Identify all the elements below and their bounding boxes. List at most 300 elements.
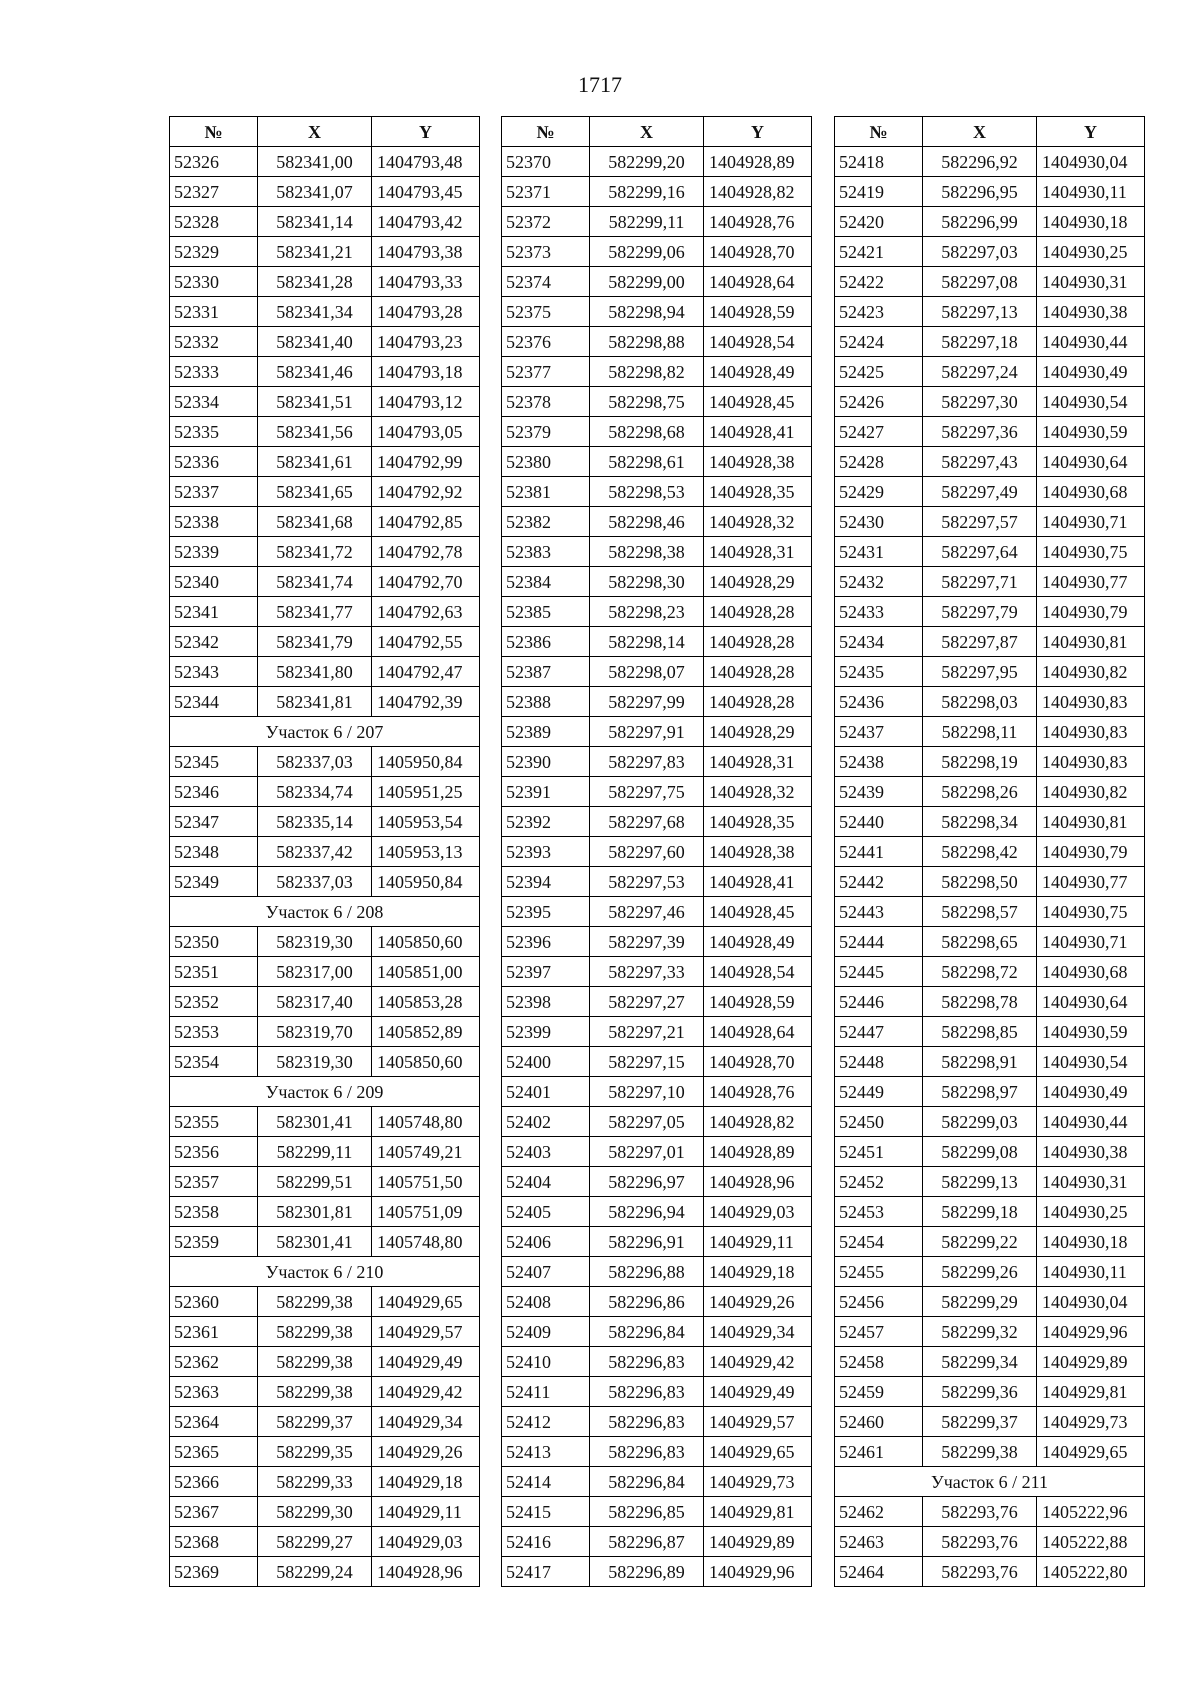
point-number: 52392: [502, 807, 590, 837]
x-coordinate: 582298,68: [590, 417, 704, 447]
y-coordinate: 1404928,28: [704, 687, 812, 717]
table-row: [502, 267, 812, 297]
x-coordinate: 582299,03: [923, 1107, 1037, 1137]
table-row: [502, 507, 812, 537]
y-coordinate: 1404928,38: [704, 837, 812, 867]
point-number: 52418: [835, 147, 923, 177]
table-row: [835, 507, 1145, 537]
page-number: 1717: [578, 72, 622, 97]
y-coordinate: 1404928,31: [704, 537, 812, 567]
table-row: [170, 1017, 480, 1047]
x-coordinate: 582298,19: [923, 747, 1037, 777]
point-number: 52403: [502, 1137, 590, 1167]
table-row: [170, 177, 480, 207]
point-number: 52454: [835, 1227, 923, 1257]
x-coordinate: 582341,61: [258, 447, 372, 477]
y-coordinate: 1404929,73: [1037, 1407, 1145, 1437]
table-row: [835, 1137, 1145, 1167]
section-label: Участок 6 / 207: [170, 717, 480, 747]
point-number: 52360: [170, 1287, 258, 1317]
table-row: [835, 987, 1145, 1017]
table-row: [170, 867, 480, 897]
y-coordinate: 1404929,34: [704, 1317, 812, 1347]
y-coordinate: 1404930,04: [1037, 147, 1145, 177]
y-coordinate: 1404928,54: [704, 957, 812, 987]
x-coordinate: 582317,40: [258, 987, 372, 1017]
point-number: 52427: [835, 417, 923, 447]
table-row: [170, 657, 480, 687]
y-coordinate: 1404928,35: [704, 807, 812, 837]
table-row: [502, 1227, 812, 1257]
point-number: 52451: [835, 1137, 923, 1167]
point-number: 52431: [835, 537, 923, 567]
section-row: [170, 1077, 480, 1107]
table-row: [170, 507, 480, 537]
x-coordinate: 582319,30: [258, 927, 372, 957]
x-coordinate: 582298,11: [923, 717, 1037, 747]
y-coordinate: 1404928,32: [704, 507, 812, 537]
y-coordinate: 1404928,96: [704, 1167, 812, 1197]
table-row: [502, 237, 812, 267]
table-row: [502, 1317, 812, 1347]
section-row: [170, 1257, 480, 1287]
x-coordinate: 582341,28: [258, 267, 372, 297]
y-coordinate: 1404792,39: [372, 687, 480, 717]
y-coordinate: 1404929,34: [372, 1407, 480, 1437]
point-number: 52430: [835, 507, 923, 537]
point-number: 52362: [170, 1347, 258, 1377]
table-row: [170, 567, 480, 597]
point-number: 52387: [502, 657, 590, 687]
x-coordinate: 582298,23: [590, 597, 704, 627]
table-row: [835, 807, 1145, 837]
x-coordinate: 582341,56: [258, 417, 372, 447]
y-coordinate: 1404793,05: [372, 417, 480, 447]
point-number: 52339: [170, 537, 258, 567]
y-coordinate: 1404930,82: [1037, 777, 1145, 807]
x-coordinate: 582296,84: [590, 1317, 704, 1347]
x-coordinate: 582341,34: [258, 297, 372, 327]
x-coordinate: 582341,81: [258, 687, 372, 717]
point-number: 52363: [170, 1377, 258, 1407]
table-row: [170, 327, 480, 357]
table-row: [170, 1377, 480, 1407]
table-row: [170, 1107, 480, 1137]
y-coordinate: 1405748,80: [372, 1227, 480, 1257]
x-coordinate: 582297,60: [590, 837, 704, 867]
point-number: 52398: [502, 987, 590, 1017]
point-number: 52349: [170, 867, 258, 897]
x-coordinate: 582299,38: [258, 1317, 372, 1347]
y-coordinate: 1404930,31: [1037, 267, 1145, 297]
y-coordinate: 1404929,18: [704, 1257, 812, 1287]
x-coordinate: 582298,91: [923, 1047, 1037, 1077]
x-coordinate: 582296,83: [590, 1407, 704, 1437]
section-label: Участок 6 / 211: [835, 1467, 1145, 1497]
x-coordinate: 582341,40: [258, 327, 372, 357]
point-number: 52421: [835, 237, 923, 267]
x-coordinate: 582341,07: [258, 177, 372, 207]
table-row: [502, 1137, 812, 1167]
y-coordinate: 1404930,49: [1037, 1077, 1145, 1107]
y-coordinate: 1404793,42: [372, 207, 480, 237]
x-coordinate: 582297,95: [923, 657, 1037, 687]
x-coordinate: 582297,91: [590, 717, 704, 747]
point-number: 52429: [835, 477, 923, 507]
y-coordinate: 1404928,82: [704, 1107, 812, 1137]
point-number: 52419: [835, 177, 923, 207]
point-number: 52355: [170, 1107, 258, 1137]
x-coordinate: 582298,14: [590, 627, 704, 657]
x-coordinate: 582297,18: [923, 327, 1037, 357]
point-number: 52374: [502, 267, 590, 297]
table-row: [170, 1227, 480, 1257]
table-header-row: [502, 117, 812, 147]
x-coordinate: 582297,10: [590, 1077, 704, 1107]
y-coordinate: 1405853,28: [372, 987, 480, 1017]
point-number: 52440: [835, 807, 923, 837]
x-coordinate: 582297,01: [590, 1137, 704, 1167]
y-coordinate: 1404929,42: [372, 1377, 480, 1407]
point-number: 52345: [170, 747, 258, 777]
y-coordinate: 1404930,59: [1037, 417, 1145, 447]
table-row: [170, 387, 480, 417]
y-coordinate: 1404929,89: [704, 1527, 812, 1557]
point-number: 52449: [835, 1077, 923, 1107]
point-number: 52457: [835, 1317, 923, 1347]
point-number: 52409: [502, 1317, 590, 1347]
point-number: 52404: [502, 1167, 590, 1197]
x-coordinate: 582296,83: [590, 1437, 704, 1467]
x-coordinate: 582298,85: [923, 1017, 1037, 1047]
point-number: 52368: [170, 1527, 258, 1557]
y-coordinate: 1404930,38: [1037, 297, 1145, 327]
y-coordinate: 1404928,41: [704, 867, 812, 897]
table-row: [502, 927, 812, 957]
table-row: [170, 1467, 480, 1497]
table-row: [835, 1257, 1145, 1287]
x-coordinate: 582299,22: [923, 1227, 1037, 1257]
table-row: [502, 597, 812, 627]
table-row: [835, 477, 1145, 507]
y-coordinate: 1405852,89: [372, 1017, 480, 1047]
table-header-row: [835, 117, 1145, 147]
x-coordinate: 582317,00: [258, 957, 372, 987]
point-number: 52443: [835, 897, 923, 927]
table-row: [835, 537, 1145, 567]
point-number: 52357: [170, 1167, 258, 1197]
y-coordinate: 1405222,88: [1037, 1527, 1145, 1557]
point-number: 52426: [835, 387, 923, 417]
y-coordinate: 1404929,49: [372, 1347, 480, 1377]
y-coordinate: 1404928,28: [704, 657, 812, 687]
point-number: 52365: [170, 1437, 258, 1467]
y-coordinate: 1405950,84: [372, 867, 480, 897]
table-header-row: [170, 117, 480, 147]
point-number: 52358: [170, 1197, 258, 1227]
y-coordinate: 1404929,81: [704, 1497, 812, 1527]
x-coordinate: 582297,99: [590, 687, 704, 717]
point-number: 52373: [502, 237, 590, 267]
y-coordinate: 1404930,04: [1037, 1287, 1145, 1317]
table-row: [502, 387, 812, 417]
x-coordinate: 582296,99: [923, 207, 1037, 237]
x-coordinate: 582296,83: [590, 1347, 704, 1377]
table-row: [502, 1047, 812, 1077]
section-row: [170, 717, 480, 747]
table-row: [502, 687, 812, 717]
y-coordinate: 1404928,64: [704, 267, 812, 297]
y-coordinate: 1404793,18: [372, 357, 480, 387]
x-coordinate: 582293,76: [923, 1497, 1037, 1527]
table-row: [170, 207, 480, 237]
table-row: [502, 747, 812, 777]
x-coordinate: 582298,07: [590, 657, 704, 687]
point-number: 52407: [502, 1257, 590, 1287]
point-number: 52331: [170, 297, 258, 327]
x-coordinate: 582299,08: [923, 1137, 1037, 1167]
x-coordinate: 582299,33: [258, 1467, 372, 1497]
y-coordinate: 1405953,54: [372, 807, 480, 837]
table-row: [835, 867, 1145, 897]
point-number: 52425: [835, 357, 923, 387]
point-number: 52377: [502, 357, 590, 387]
table-row: [502, 1497, 812, 1527]
table-row: [170, 1197, 480, 1227]
table-row: [835, 147, 1145, 177]
x-coordinate: 582298,50: [923, 867, 1037, 897]
y-coordinate: 1404930,82: [1037, 657, 1145, 687]
table-row: [502, 807, 812, 837]
x-coordinate: 582341,77: [258, 597, 372, 627]
point-number: 52352: [170, 987, 258, 1017]
x-coordinate: 582296,92: [923, 147, 1037, 177]
table-row: [835, 267, 1145, 297]
table-row: [170, 1557, 480, 1587]
x-coordinate: 582334,74: [258, 777, 372, 807]
point-number: 52453: [835, 1197, 923, 1227]
table-row: [170, 417, 480, 447]
y-coordinate: 1404930,44: [1037, 327, 1145, 357]
column-header-number: №: [170, 117, 258, 147]
point-number: 52334: [170, 387, 258, 417]
table-row: [835, 1557, 1145, 1587]
point-number: 52384: [502, 567, 590, 597]
table-row: [835, 1197, 1145, 1227]
x-coordinate: 582337,03: [258, 747, 372, 777]
point-number: 52424: [835, 327, 923, 357]
y-coordinate: 1404930,59: [1037, 1017, 1145, 1047]
point-number: 52402: [502, 1107, 590, 1137]
y-coordinate: 1404928,59: [704, 297, 812, 327]
x-coordinate: 582299,38: [923, 1437, 1037, 1467]
y-coordinate: 1404929,57: [704, 1407, 812, 1437]
point-number: 52397: [502, 957, 590, 987]
table-row: [502, 327, 812, 357]
point-number: 52436: [835, 687, 923, 717]
x-coordinate: 582299,11: [590, 207, 704, 237]
x-coordinate: 582298,65: [923, 927, 1037, 957]
table-row: [835, 1077, 1145, 1107]
point-number: 52371: [502, 177, 590, 207]
x-coordinate: 582296,91: [590, 1227, 704, 1257]
y-coordinate: 1404928,29: [704, 717, 812, 747]
point-number: 52375: [502, 297, 590, 327]
table-row: [835, 957, 1145, 987]
y-coordinate: 1404930,71: [1037, 927, 1145, 957]
table-row: [170, 1497, 480, 1527]
table-row: [835, 657, 1145, 687]
x-coordinate: 582297,33: [590, 957, 704, 987]
x-coordinate: 582297,49: [923, 477, 1037, 507]
point-number: 52458: [835, 1347, 923, 1377]
point-number: 52437: [835, 717, 923, 747]
table-row: [170, 1437, 480, 1467]
x-coordinate: 582299,18: [923, 1197, 1037, 1227]
x-coordinate: 582341,21: [258, 237, 372, 267]
point-number: 52410: [502, 1347, 590, 1377]
point-number: 52432: [835, 567, 923, 597]
point-number: 52342: [170, 627, 258, 657]
x-coordinate: 582297,03: [923, 237, 1037, 267]
table-row: [170, 537, 480, 567]
x-coordinate: 582297,75: [590, 777, 704, 807]
y-coordinate: 1404930,75: [1037, 537, 1145, 567]
y-coordinate: 1405751,09: [372, 1197, 480, 1227]
y-coordinate: 1404930,68: [1037, 957, 1145, 987]
y-coordinate: 1404929,26: [704, 1287, 812, 1317]
x-coordinate: 582296,85: [590, 1497, 704, 1527]
table-row: [835, 747, 1145, 777]
table-row: [502, 837, 812, 867]
table-row: [835, 837, 1145, 867]
x-coordinate: 582298,72: [923, 957, 1037, 987]
point-number: 52380: [502, 447, 590, 477]
y-coordinate: 1404930,81: [1037, 627, 1145, 657]
x-coordinate: 582297,87: [923, 627, 1037, 657]
y-coordinate: 1404928,41: [704, 417, 812, 447]
y-coordinate: 1404929,03: [372, 1527, 480, 1557]
table-row: [502, 657, 812, 687]
point-number: 52417: [502, 1557, 590, 1587]
table-row: [170, 807, 480, 837]
y-coordinate: 1404930,64: [1037, 447, 1145, 477]
y-coordinate: 1404928,70: [704, 237, 812, 267]
point-number: 52385: [502, 597, 590, 627]
table-row: [170, 1347, 480, 1377]
y-coordinate: 1404792,99: [372, 447, 480, 477]
x-coordinate: 582298,42: [923, 837, 1037, 867]
x-coordinate: 582298,34: [923, 807, 1037, 837]
table-row: [835, 327, 1145, 357]
x-coordinate: 582298,57: [923, 897, 1037, 927]
x-coordinate: 582299,36: [923, 1377, 1037, 1407]
y-coordinate: 1404928,54: [704, 327, 812, 357]
table-row: [835, 1527, 1145, 1557]
point-number: 52383: [502, 537, 590, 567]
y-coordinate: 1404792,85: [372, 507, 480, 537]
point-number: 52406: [502, 1227, 590, 1257]
y-coordinate: 1404793,33: [372, 267, 480, 297]
y-coordinate: 1404929,96: [1037, 1317, 1145, 1347]
table-row: [170, 357, 480, 387]
y-coordinate: 1404930,54: [1037, 1047, 1145, 1077]
point-number: 52444: [835, 927, 923, 957]
point-number: 52359: [170, 1227, 258, 1257]
point-number: 52381: [502, 477, 590, 507]
y-coordinate: 1404928,32: [704, 777, 812, 807]
point-number: 52464: [835, 1557, 923, 1587]
x-coordinate: 582296,83: [590, 1377, 704, 1407]
x-coordinate: 582301,81: [258, 1197, 372, 1227]
table-row: [835, 897, 1145, 927]
table-row: [170, 1167, 480, 1197]
section-row: [170, 897, 480, 927]
x-coordinate: 582299,51: [258, 1167, 372, 1197]
point-number: 52394: [502, 867, 590, 897]
coordinates-table-1: [169, 116, 480, 1587]
y-coordinate: 1405850,60: [372, 1047, 480, 1077]
table-row: [170, 1527, 480, 1557]
table-row: [502, 1287, 812, 1317]
table-row: [170, 987, 480, 1017]
point-number: 52445: [835, 957, 923, 987]
point-number: 52434: [835, 627, 923, 657]
y-coordinate: 1404929,42: [704, 1347, 812, 1377]
y-coordinate: 1405749,21: [372, 1137, 480, 1167]
point-number: 52382: [502, 507, 590, 537]
point-number: 52433: [835, 597, 923, 627]
x-coordinate: 582299,24: [258, 1557, 372, 1587]
y-coordinate: 1404792,70: [372, 567, 480, 597]
point-number: 52390: [502, 747, 590, 777]
point-number: 52333: [170, 357, 258, 387]
y-coordinate: 1404793,23: [372, 327, 480, 357]
x-coordinate: 582298,53: [590, 477, 704, 507]
x-coordinate: 582298,03: [923, 687, 1037, 717]
point-number: 52416: [502, 1527, 590, 1557]
table-row: [502, 447, 812, 477]
table-row: [502, 297, 812, 327]
point-number: 52391: [502, 777, 590, 807]
section-row: [835, 1467, 1145, 1497]
table-row: [170, 1317, 480, 1347]
table-row: [835, 687, 1145, 717]
x-coordinate: 582296,86: [590, 1287, 704, 1317]
y-coordinate: 1404929,96: [704, 1557, 812, 1587]
x-coordinate: 582297,27: [590, 987, 704, 1017]
table-row: [835, 207, 1145, 237]
table-row: [835, 777, 1145, 807]
point-number: 52343: [170, 657, 258, 687]
x-coordinate: 582341,74: [258, 567, 372, 597]
x-coordinate: 582296,84: [590, 1467, 704, 1497]
table-row: [835, 627, 1145, 657]
x-coordinate: 582298,46: [590, 507, 704, 537]
section-label: Участок 6 / 210: [170, 1257, 480, 1287]
point-number: 52460: [835, 1407, 923, 1437]
point-number: 52386: [502, 627, 590, 657]
x-coordinate: 582341,65: [258, 477, 372, 507]
y-coordinate: 1404929,89: [1037, 1347, 1145, 1377]
x-coordinate: 582341,46: [258, 357, 372, 387]
y-coordinate: 1404928,38: [704, 447, 812, 477]
y-coordinate: 1405748,80: [372, 1107, 480, 1137]
table-row: [835, 177, 1145, 207]
x-coordinate: 582298,26: [923, 777, 1037, 807]
table-row: [502, 867, 812, 897]
y-coordinate: 1404929,81: [1037, 1377, 1145, 1407]
